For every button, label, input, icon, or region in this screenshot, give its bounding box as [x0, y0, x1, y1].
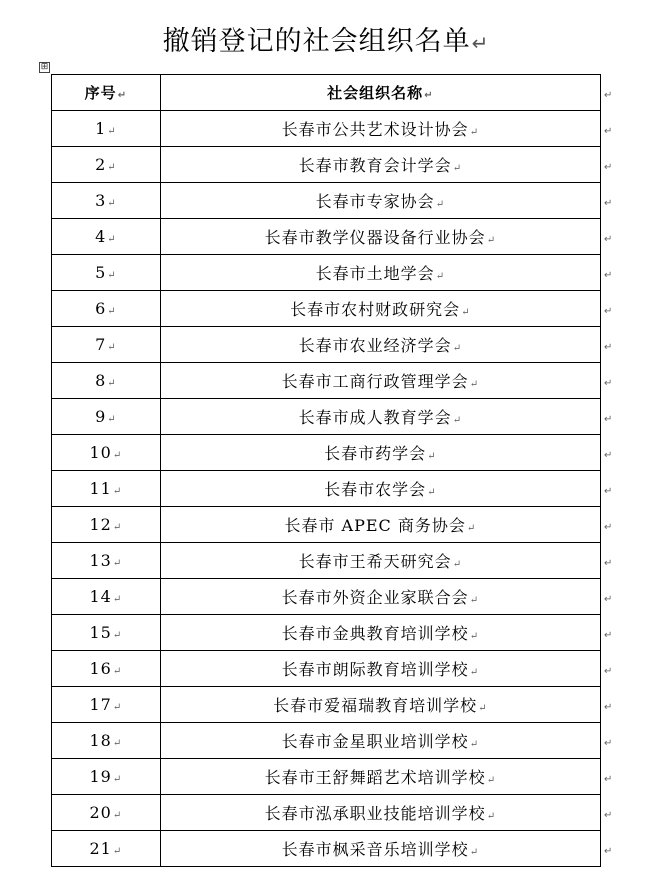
paragraph-mark-icon: ↵	[469, 127, 480, 138]
table-row	[52, 399, 601, 435]
paragraph-mark-icon: ↵	[117, 90, 128, 101]
paragraph-mark-icon: ↵	[461, 307, 471, 318]
table-row	[52, 219, 601, 255]
org-name-cell	[160, 543, 600, 579]
row-index-text: 21	[89, 839, 112, 858]
row-index	[52, 435, 161, 471]
org-name-text: 长春市朗际教育培训学校	[281, 660, 469, 679]
row-end-mark-icon: ↵	[604, 342, 613, 353]
org-name-text: 长春市专家协会	[315, 192, 435, 211]
org-name-text: 长春市泓承职业技能培训学校	[264, 804, 486, 823]
table-row	[52, 363, 601, 399]
row-end-mark-icon: ↵	[604, 594, 613, 605]
paragraph-mark-icon: ↵	[471, 31, 490, 55]
row-index	[52, 795, 161, 831]
page-title	[0, 20, 652, 65]
paragraph-mark-icon: ↵	[486, 235, 497, 246]
table-row	[52, 579, 601, 615]
org-name-cell	[160, 723, 600, 759]
row-index	[52, 471, 161, 507]
org-name-text: 长春市爱福瑞教育培训学校	[273, 696, 478, 715]
paragraph-mark-icon: ↵	[107, 342, 117, 353]
org-name-cell	[160, 759, 600, 795]
org-name-text: 长春市农业经济学会	[298, 336, 452, 355]
paragraph-mark-icon: ↵	[452, 163, 463, 174]
org-name-cell	[160, 831, 600, 867]
table-row	[52, 723, 601, 759]
paragraph-mark-icon: ↵	[107, 414, 117, 425]
table-row	[52, 255, 601, 291]
row-index	[52, 507, 161, 543]
org-name-text: 长春市土地学会	[315, 264, 435, 283]
paragraph-mark-icon: ↵	[112, 738, 123, 749]
row-index	[52, 543, 161, 579]
org-name-text: 长春市工商行政管理学会	[281, 372, 469, 391]
table-row	[52, 759, 601, 795]
row-end-mark-icon: ↵	[604, 522, 613, 533]
org-name-cell	[160, 363, 600, 399]
row-index-text: 20	[89, 803, 112, 822]
paragraph-mark-icon: ↵	[107, 306, 117, 317]
row-end-mark-icon: ↵	[604, 666, 613, 677]
row-index	[52, 687, 161, 723]
paragraph-mark-icon: ↵	[112, 630, 123, 641]
row-index-text: 14	[89, 587, 112, 606]
row-end-mark-icon: ↵	[604, 414, 613, 425]
paragraph-mark-icon: ↵	[112, 522, 123, 533]
paragraph-mark-icon: ↵	[452, 343, 463, 354]
row-index-text: 16	[89, 659, 112, 678]
org-name-text: 长春市王舒舞蹈艺术培训学校	[264, 768, 486, 787]
paragraph-mark-icon: ↵	[469, 739, 480, 750]
table-row	[52, 543, 601, 579]
paragraph-mark-icon: ↵	[112, 702, 123, 713]
row-index-text: 19	[89, 767, 112, 786]
org-name-cell	[160, 327, 600, 363]
org-name-text: 长春市外资企业家联合会	[281, 588, 469, 607]
org-name-text: 长春市王希天研究会	[298, 552, 452, 571]
paragraph-mark-icon: ↵	[452, 415, 463, 426]
row-index-text: 6	[95, 299, 107, 318]
org-name-text: 长春市金星职业培训学校	[281, 732, 469, 751]
org-name-cell	[160, 147, 600, 183]
row-index-text: 15	[89, 623, 112, 642]
paragraph-mark-icon: ↵	[486, 811, 497, 822]
paragraph-mark-icon: ↵	[469, 847, 480, 858]
row-index-text: 9	[95, 407, 107, 426]
row-end-mark-icon: ↵	[604, 702, 613, 713]
row-index-text: 1	[95, 119, 107, 138]
row-end-mark-icon: ↵	[604, 630, 613, 641]
table-header-row	[52, 75, 601, 111]
row-end-mark-icon: ↵	[604, 198, 613, 209]
row-index	[52, 831, 161, 867]
paragraph-mark-icon: ↵	[486, 775, 497, 786]
row-index-text: 17	[89, 695, 112, 714]
row-end-mark-icon: ↵	[604, 270, 613, 281]
paragraph-mark-icon: ↵	[112, 774, 123, 785]
paragraph-mark-icon: ↵	[427, 487, 437, 498]
row-index	[52, 579, 161, 615]
org-name-cell	[160, 795, 600, 831]
paragraph-mark-icon: ↵	[107, 378, 117, 389]
paragraph-mark-icon: ↵	[452, 559, 463, 570]
table-row	[52, 327, 601, 363]
table-row	[52, 831, 601, 867]
row-index-text: 5	[95, 263, 107, 282]
paragraph-mark-icon: ↵	[469, 595, 480, 606]
org-name-text: 长春市成人教育学会	[298, 408, 452, 427]
org-name-cell	[160, 507, 600, 543]
org-name-text: 长春市农村财政研究会	[290, 300, 461, 319]
org-name-text: 长春市公共艺术设计协会	[281, 120, 469, 139]
paragraph-mark-icon: ↵	[112, 666, 123, 677]
org-name-cell	[160, 399, 600, 435]
organization-table	[51, 74, 601, 867]
paragraph-mark-icon: ↵	[469, 667, 480, 678]
header-org-name: 社会组织名称↵	[160, 75, 600, 111]
row-index-text: 4	[95, 227, 107, 246]
org-name-text: 长春市药学会	[324, 444, 427, 463]
row-end-mark-icon: ↵	[604, 90, 613, 101]
row-index	[52, 615, 161, 651]
table-row	[52, 651, 601, 687]
header-index: 序号↵	[52, 75, 161, 111]
row-index-text: 7	[95, 335, 107, 354]
row-end-mark-icon: ↵	[604, 450, 613, 461]
table-row	[52, 183, 601, 219]
org-name-cell	[160, 183, 600, 219]
row-index-text: 10	[89, 443, 112, 462]
row-end-mark-icon: ↵	[604, 162, 613, 173]
row-index	[52, 327, 161, 363]
table-row	[52, 687, 601, 723]
paragraph-mark-icon: ↵	[466, 523, 477, 534]
row-index-text: 3	[95, 191, 107, 210]
paragraph-mark-icon: ↵	[424, 90, 434, 101]
row-index	[52, 219, 161, 255]
table-row	[52, 291, 601, 327]
row-index-text: 8	[95, 371, 107, 390]
org-name-cell	[160, 615, 600, 651]
table-row	[52, 147, 601, 183]
paragraph-mark-icon: ↵	[435, 271, 446, 282]
table-row	[52, 795, 601, 831]
paragraph-mark-icon: ↵	[107, 162, 117, 173]
org-name-cell	[160, 687, 600, 723]
row-index-text: 18	[89, 731, 112, 750]
row-index	[52, 147, 161, 183]
paragraph-mark-icon: ↵	[107, 198, 117, 209]
paragraph-mark-icon: ↵	[107, 270, 117, 281]
paragraph-mark-icon: ↵	[107, 126, 117, 137]
table-row	[52, 507, 601, 543]
row-end-mark-icon: ↵	[604, 378, 613, 389]
paragraph-mark-icon: ↵	[435, 199, 446, 210]
row-index-text: 11	[89, 479, 112, 498]
paragraph-mark-icon: ↵	[112, 810, 123, 821]
org-name-cell	[160, 291, 600, 327]
row-end-mark-icon: ↵	[604, 234, 613, 245]
row-end-mark-icon: ↵	[604, 486, 613, 497]
org-name-cell	[160, 579, 600, 615]
paragraph-mark-icon: ↵	[469, 631, 480, 642]
paragraph-mark-icon: ↵	[112, 486, 123, 497]
org-name-cell	[160, 219, 600, 255]
row-index	[52, 291, 161, 327]
table-row	[52, 471, 601, 507]
row-end-mark-icon: ↵	[604, 126, 613, 137]
org-name-cell	[160, 435, 600, 471]
table-row	[52, 435, 601, 471]
row-index	[52, 111, 161, 147]
row-index	[52, 255, 161, 291]
paragraph-mark-icon: ↵	[107, 234, 117, 245]
paragraph-mark-icon: ↵	[112, 846, 123, 857]
row-index	[52, 651, 161, 687]
title-text: 撤销登记的社会组织名单	[162, 26, 471, 57]
org-name-text: 长春市枫采音乐培训学校	[281, 840, 469, 859]
org-name-text: 长春市教育会计学会	[298, 156, 452, 175]
row-end-mark-icon: ↵	[604, 306, 613, 317]
row-end-mark-icon: ↵	[604, 810, 613, 821]
row-index-text: 12	[89, 515, 112, 534]
row-index	[52, 363, 161, 399]
org-name-cell	[160, 651, 600, 687]
row-index	[52, 183, 161, 219]
table-move-handle-icon[interactable]: ⊞	[40, 62, 49, 72]
row-index	[52, 759, 161, 795]
paragraph-mark-icon: ↵	[478, 703, 488, 714]
table-row	[52, 111, 601, 147]
row-index	[52, 723, 161, 759]
row-end-mark-icon: ↵	[604, 558, 613, 569]
row-index	[52, 399, 161, 435]
table-row	[52, 615, 601, 651]
org-name-cell	[160, 111, 600, 147]
org-name-cell	[160, 471, 600, 507]
org-name-text: 长春市教学仪器设备行业协会	[264, 228, 486, 247]
row-end-mark-icon: ↵	[604, 774, 613, 785]
row-end-mark-icon: ↵	[604, 846, 613, 857]
org-name-text: 长春市 APEC 商务协会	[284, 516, 466, 535]
paragraph-mark-icon: ↵	[112, 558, 123, 569]
org-name-text: 长春市农学会	[324, 480, 427, 499]
paragraph-mark-icon: ↵	[112, 450, 123, 461]
org-name-cell	[160, 255, 600, 291]
paragraph-mark-icon: ↵	[112, 594, 123, 605]
paragraph-mark-icon: ↵	[427, 451, 437, 462]
paragraph-mark-icon: ↵	[469, 379, 480, 390]
row-end-mark-icon: ↵	[604, 738, 613, 749]
org-name-text: 长春市金典教育培训学校	[281, 624, 469, 643]
row-index-text: 13	[89, 551, 112, 570]
row-index-text: 2	[95, 155, 107, 174]
